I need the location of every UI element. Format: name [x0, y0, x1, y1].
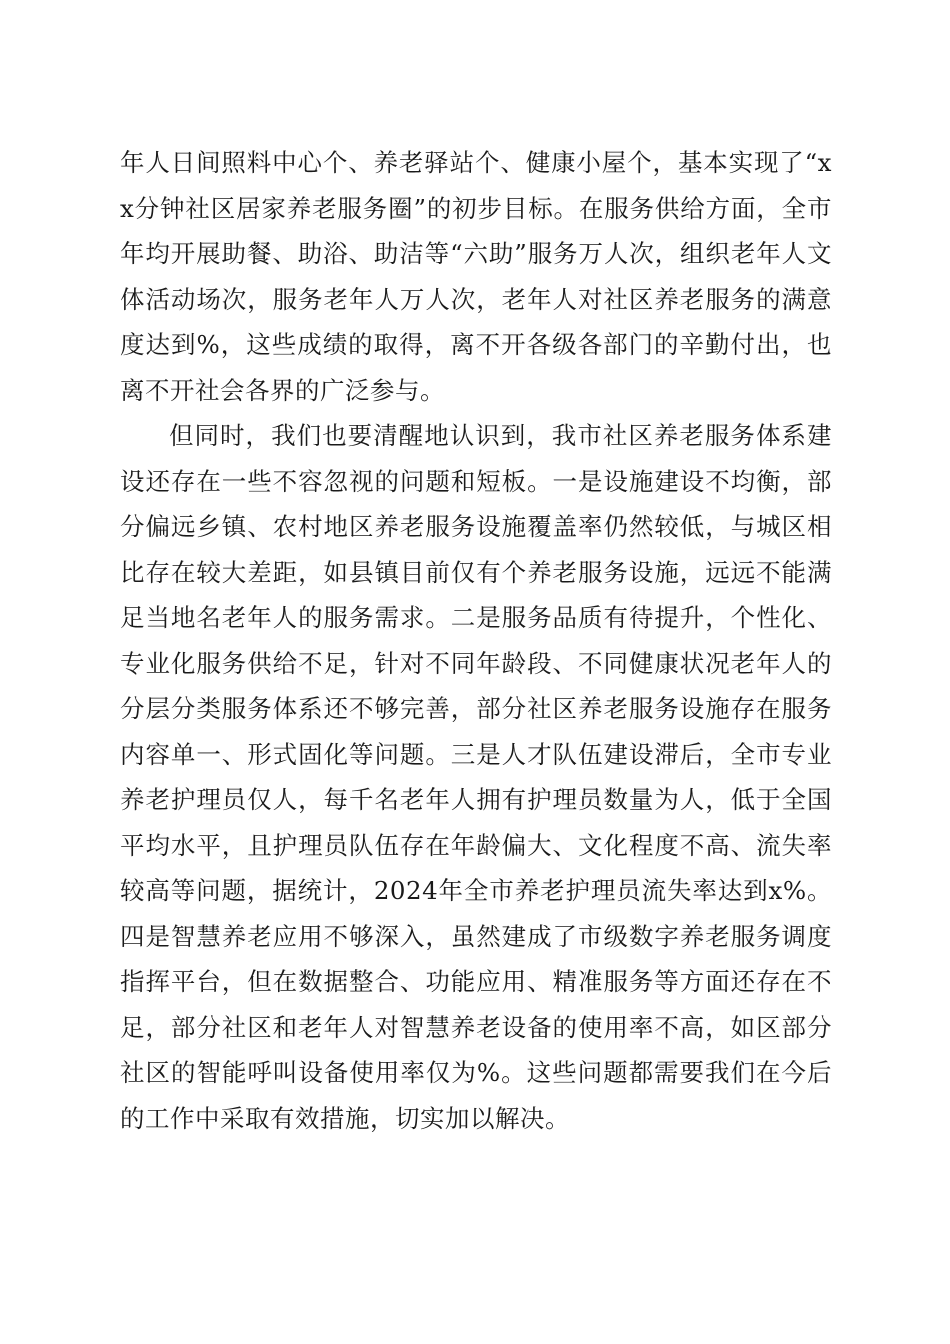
- paragraph-problems: 但同时，我们也要清醒地认识到，我市社区养老服务体系建设还存在一些不容忽视的问题和短板。一是设施建设不均衡，部分偏远乡镇、农村地区养老服务设施覆盖率仍然较低，与城区相比存在较大差距，如县镇目前仅有个养老服务设施，远远不能满足当地名老年人的服务需求。二是服务品质有待提升，个性化、专业化服务供给不足，针对不同年龄段、不同健康状况老年人的分层分类服务体系还不够完善，部分社区养老服务设施存在服务内容单一、形式固化等问题。三是人才队伍建设滞后，全市专业养老护理员仅人，每千名老年人拥有护理员数量为人，低于全国平均水平，且护理员队伍存在年龄偏大、文化程度不高、流失率较高等问题，据统计，2024年全市养老护理员流失率达到x%。四是智慧养老应用不够深入，虽然建成了市级数字养老服务调度指挥平台，但在数据整合、功能应用、精准服务等方面还存在不足，部分社区和老年人对智慧养老设备的使用率不高，如区部分社区的智能呼叫设备使用率仅为%。这些问题都需要我们在今后的工作中采取有效措施，切实加以解决。: [120, 421, 832, 1133]
- document-body: [120, 140, 832, 1141]
- paragraph-achievements: 年人日间照料中心个、养老驿站个、健康小屋个，基本实现了“xx分钟社区居家养老服务圈”的初步目标。在服务供给方面，全市年均开展助餐、助浴、助洁等“六助”服务万人次，组织老年人文体活动场次，服务老年人万人次，老年人对社区养老服务的满意度达到%，这些成绩的取得，离不开各级各部门的辛勤付出，也离不开社会各界的广泛参与。: [120, 148, 832, 405]
